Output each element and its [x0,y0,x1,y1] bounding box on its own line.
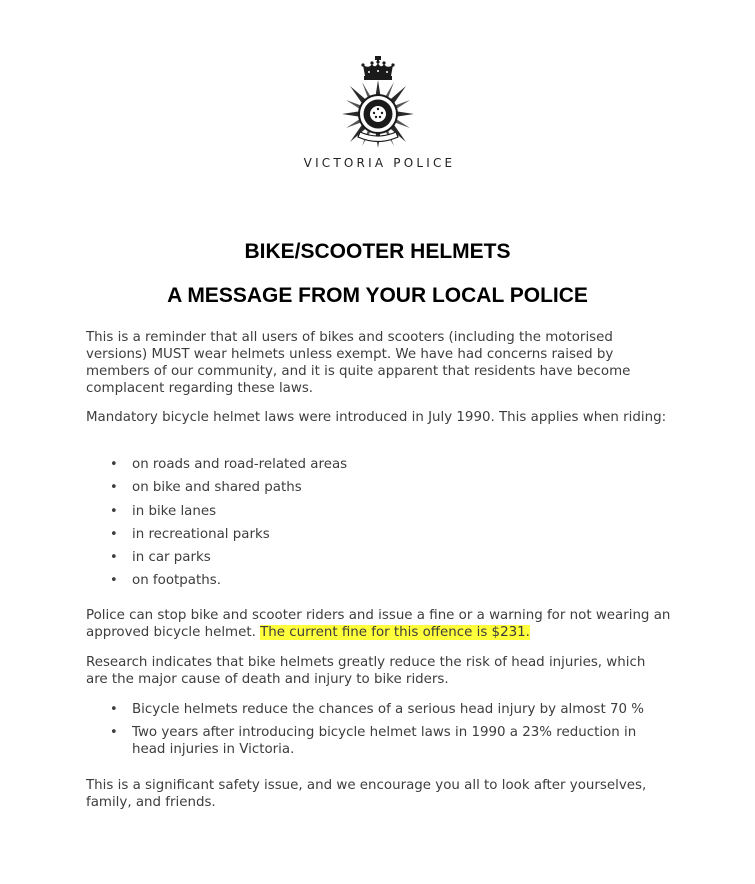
bullet-icon: • [110,725,118,740]
list-item [86,549,671,572]
closing-paragraph: This is a significant safety issue, and we encourage you all to look after yourselves, family, and friends. [86,778,647,810]
reminder-paragraph: This is a reminder that all users of bikes and scooters (including the motorised versions) MUST wear helmets unless exempt. We have had concerns raised by members of our community, and it is quite apparent that residents have become complacent regarding these laws. [86,330,631,396]
page-subtitle: A MESSAGE FROM YOUR LOCAL POLICE [167,284,588,307]
bullet-icon: • [110,503,118,519]
research-facts-list [86,701,671,764]
bullet-icon: • [110,573,118,589]
list-item-text: in car parks [132,550,211,566]
list-item-text: Two years after introducing bicycle helmet laws in 1990 a 23% reduction in head injuries in Victoria. [132,725,637,757]
bullet-icon: • [110,550,118,566]
enforcement-text: Police can stop bike and scooter riders and issue a fine or a warning for not wearing an approved bicycle helmet. [86,608,671,640]
riding-locations-list [86,456,671,596]
list-item [86,724,671,758]
helmet-law-paragraph: Mandatory bicycle helmet laws were introduced in July 1990. This applies when riding: [86,410,667,425]
list-item [86,503,671,526]
bullet-icon: • [110,457,118,472]
fine-highlight: The current fine for this offence is $231. [260,625,530,640]
victoria-police-emblem-icon [338,56,418,152]
list-item [86,456,671,479]
research-paragraph: Research indicates that bike helmets greatly reduce the risk of head injuries, which are the major cause of death and injury to bike riders. [86,655,646,687]
bullet-icon: • [110,480,118,496]
list-item-text: on bike and shared paths [132,480,302,496]
organization-name: VICTORIA POLICE [303,156,456,170]
list-item-text: Bicycle helmets reduce the chances of a serious head injury by almost 70 % [132,702,644,717]
bullet-icon: • [110,526,118,542]
list-item-text: on footpaths. [132,573,221,589]
list-item [86,526,671,549]
list-item [86,479,671,502]
list-item [86,572,671,595]
list-item-text: in bike lanes [132,503,217,519]
list-item [86,701,671,718]
bullet-icon: • [110,702,118,717]
list-item-text: in recreational parks [132,526,270,542]
page-title: BIKE/SCOOTER HELMETS [244,240,511,263]
list-item-text: on roads and road-related areas [132,457,348,472]
enforcement-paragraph [86,607,671,641]
